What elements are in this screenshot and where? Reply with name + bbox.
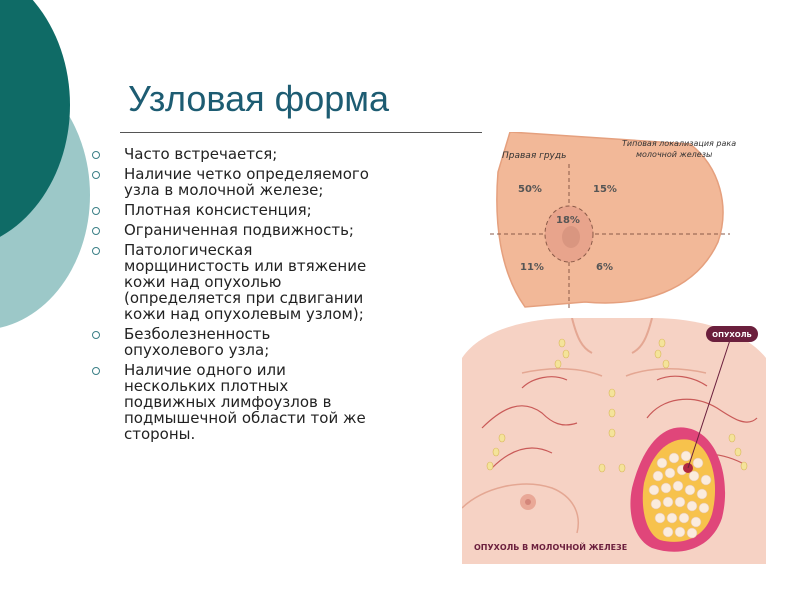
left-nipple-center <box>525 499 531 505</box>
breast-quadrant-diagram <box>490 132 738 312</box>
bullet-text: Ограниченная подвижность; <box>124 221 354 239</box>
bullet-marker-icon <box>92 207 100 215</box>
bullet-text: Наличие одного или нескольких плотных подвижных лимфоузлов в подмышечной области той же стороны. <box>124 361 366 443</box>
caption-line-2: молочной железы <box>636 150 713 159</box>
quadrant-upper-inner-value: 50% <box>518 184 542 195</box>
slide-title: Узловая форма <box>128 78 390 119</box>
bullet-item <box>92 362 432 442</box>
caption-line-1: Типовая локализация рака <box>622 139 737 148</box>
bullet-item <box>92 146 432 162</box>
quadrant-lower-outer-value: 6% <box>596 262 613 273</box>
bullet-list <box>92 146 432 446</box>
label-right-breast: Правая грудь <box>502 151 567 161</box>
bullet-marker-icon <box>92 227 100 235</box>
chest-skin <box>462 318 766 564</box>
chest-tumor-illustration <box>462 318 766 564</box>
quadrant-center-value: 18% <box>556 215 580 226</box>
bullet-text: Плотная консистенция; <box>124 201 312 219</box>
bullet-text: Наличие четко определяемого узла в молочной железе; <box>124 165 369 199</box>
bullet-item <box>92 166 432 198</box>
bullet-marker-icon <box>92 171 100 179</box>
nipple-shape <box>562 226 580 248</box>
bullet-marker-icon <box>92 247 100 255</box>
illustration-caption: ОПУХОЛЬ В МОЛОЧНОЙ ЖЕЛЕЗЕ <box>474 543 628 552</box>
bullet-item <box>92 242 432 322</box>
bullet-text: Патологическая морщинистость или втяжение кожи над опухолью (определяется при сдвигании кожи над опухолевым узлом); <box>124 241 367 323</box>
quadrant-lower-inner-value: 11% <box>520 262 544 273</box>
title-divider <box>120 132 482 133</box>
bullet-marker-icon <box>92 151 100 159</box>
bullet-item <box>92 326 432 358</box>
bullet-marker-icon <box>92 331 100 339</box>
bullet-item <box>92 222 432 238</box>
bullet-item <box>92 202 432 218</box>
bullet-marker-icon <box>92 367 100 375</box>
tumor-tag-label: ОПУХОЛЬ <box>712 331 752 339</box>
bullet-text: Безболезненность опухолевого узла; <box>124 325 271 359</box>
quadrant-upper-outer-value: 15% <box>593 184 617 195</box>
bullet-text: Часто встречается; <box>124 145 278 163</box>
